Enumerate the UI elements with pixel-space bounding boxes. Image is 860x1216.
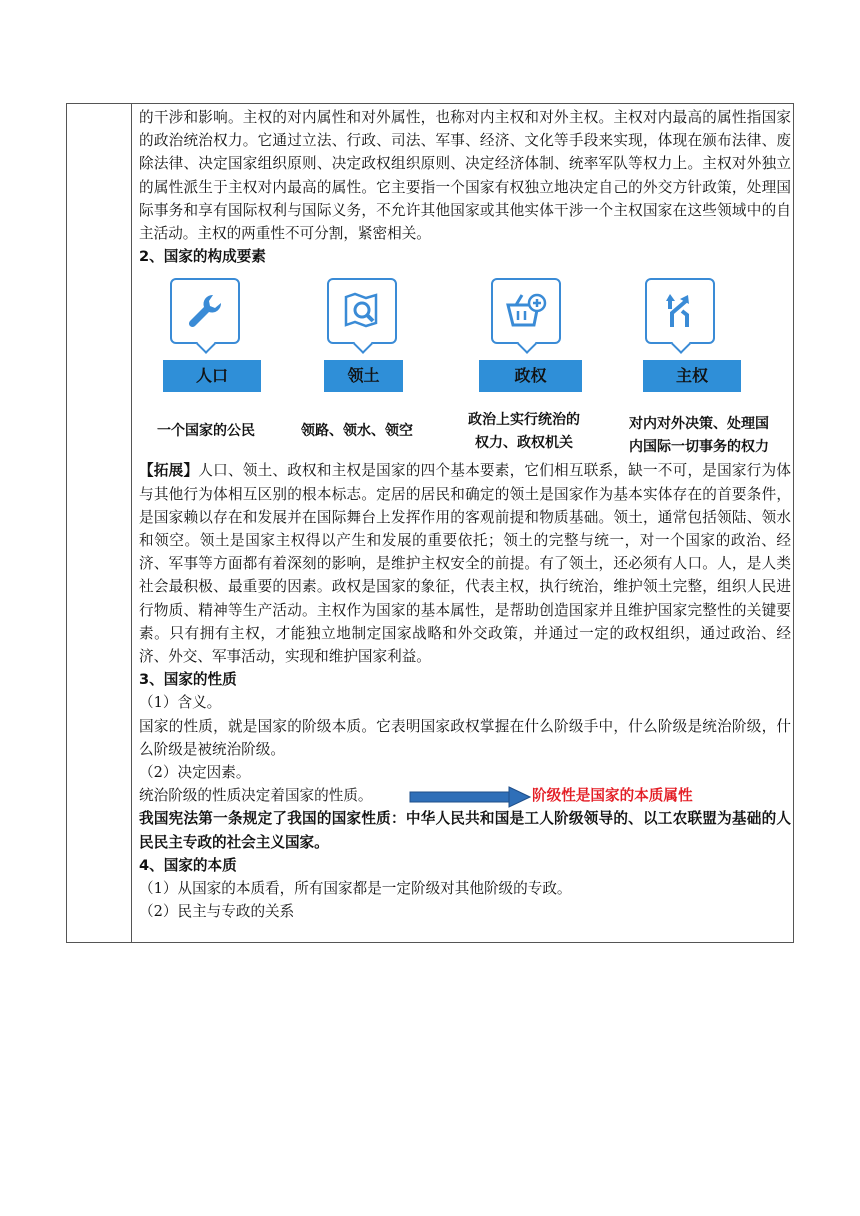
class-nature-note: 阶级性是国家的本质属性 <box>532 787 693 805</box>
decide-text: 统治阶级的性质决定着国家的性质。 <box>139 787 373 805</box>
sub-decide: （2）决定因素。 <box>139 764 251 782</box>
elements-figure <box>139 270 791 457</box>
desc-population: 一个国家的公民 <box>157 423 255 440</box>
desc-regime-2: 权力、政权机关 <box>475 435 573 452</box>
label-population: 人口 <box>163 360 261 392</box>
right-arrow-icon <box>409 786 531 808</box>
desc-sovereignty-1: 对内对外决策、处理国 <box>629 416 769 433</box>
constitution-text: 我国宪法第一条规定了我国的国家性质：中华人民共和国是工人阶级领导的、以工农联盟为基础的人民民主专政的社会主义国家。 <box>139 810 791 851</box>
expand-text: 人口、领土、政权和主权是国家的四个基本要素，它们相互联系，缺一不可，是国家行为体与其他行为体相互区别的根本标志。定居的居民和确定的领土是国家作为基本实体存在的首要条件，是国家赖以存在和发展并在国际舞台上发挥作用的客观前提和物质基础。领土，通常包括领陆、领水和领空。领土是国家主权得以产生和发展的重要依托；领土的完整与统一，对一个国家的政治、经济、军事等方面都有着深刻的影响，是维护主权安全的前提。有了领土，还必须有人口。人，是人类社会最积极、最重要的因素。政权是国家的象征，代表主权，执行统治，维护领土完整，组织人民进行物质、精神等生产活动。主权作为国家的基本属性，是帮助创造国家并且维护国家完整性的关键要素。只有拥有主权，才能独立地制定国家战略和外交政策，并通过一定的政权组织，通过政治、经济、外交、军事活动，实现和维护国家利益。 <box>139 462 791 666</box>
map-search-icon <box>327 278 397 344</box>
label-territory: 领土 <box>324 360 403 392</box>
decide-row <box>139 784 791 807</box>
desc-sovereignty-2: 内国际一切事务的权力 <box>629 439 769 456</box>
sovereignty-paragraph: 的干涉和影响。主权的对内属性和对外属性，也称对内主权和对外主权。主权对内最高的属性指国家的政治统治权力。它通过立法、行政、司法、军事、经济、文化等手段来实现，体现在颁布法律、废除法律、决定国家组织原则、决定政权组织原则、决定经济体制、统率军队等权力上。主权对外独立的属性派生于主权对内最高的属性。它主要指一个国家有权独立地决定自己的外交方针政策，处理国际事务和享有国际权利与国际义务，不允许其他国家或其他实体干涉一个主权国家在这些领域中的自主活动。主权的两重性不可分割，紧密相关。 <box>139 109 791 243</box>
expand-paragraph <box>139 459 791 668</box>
label-sovereignty: 主权 <box>643 360 741 392</box>
label-regime: 政权 <box>479 360 582 392</box>
meaning-text: 国家的性质，就是国家的阶级本质。它表明国家政权掌握在什么阶级手中，什么阶级是统治阶级，什么阶级是被统治阶级。 <box>139 717 791 758</box>
heading-nature: 3、国家的性质 <box>139 671 237 689</box>
left-column <box>67 104 132 942</box>
heading-essence: 4、国家的本质 <box>139 856 237 874</box>
sub-democracy: （2）民主与专政的关系 <box>139 903 295 921</box>
sub-essence: （1）从国家的本质看，所有国家都是一定阶级对其他阶级的专政。 <box>139 880 572 898</box>
desc-territory: 领路、领水、领空 <box>301 423 413 440</box>
heading-elements: 2、国家的构成要素 <box>139 248 266 266</box>
merge-arrows-icon <box>645 278 715 344</box>
sub-meaning: （1）含义。 <box>139 694 222 712</box>
wrench-icon <box>170 278 240 344</box>
basket-add-icon <box>491 278 561 344</box>
expand-tag: 【拓展】 <box>139 462 199 480</box>
desc-regime-1: 政治上实行统治的 <box>468 412 580 429</box>
content-cell <box>139 106 791 923</box>
content-table <box>66 103 794 943</box>
